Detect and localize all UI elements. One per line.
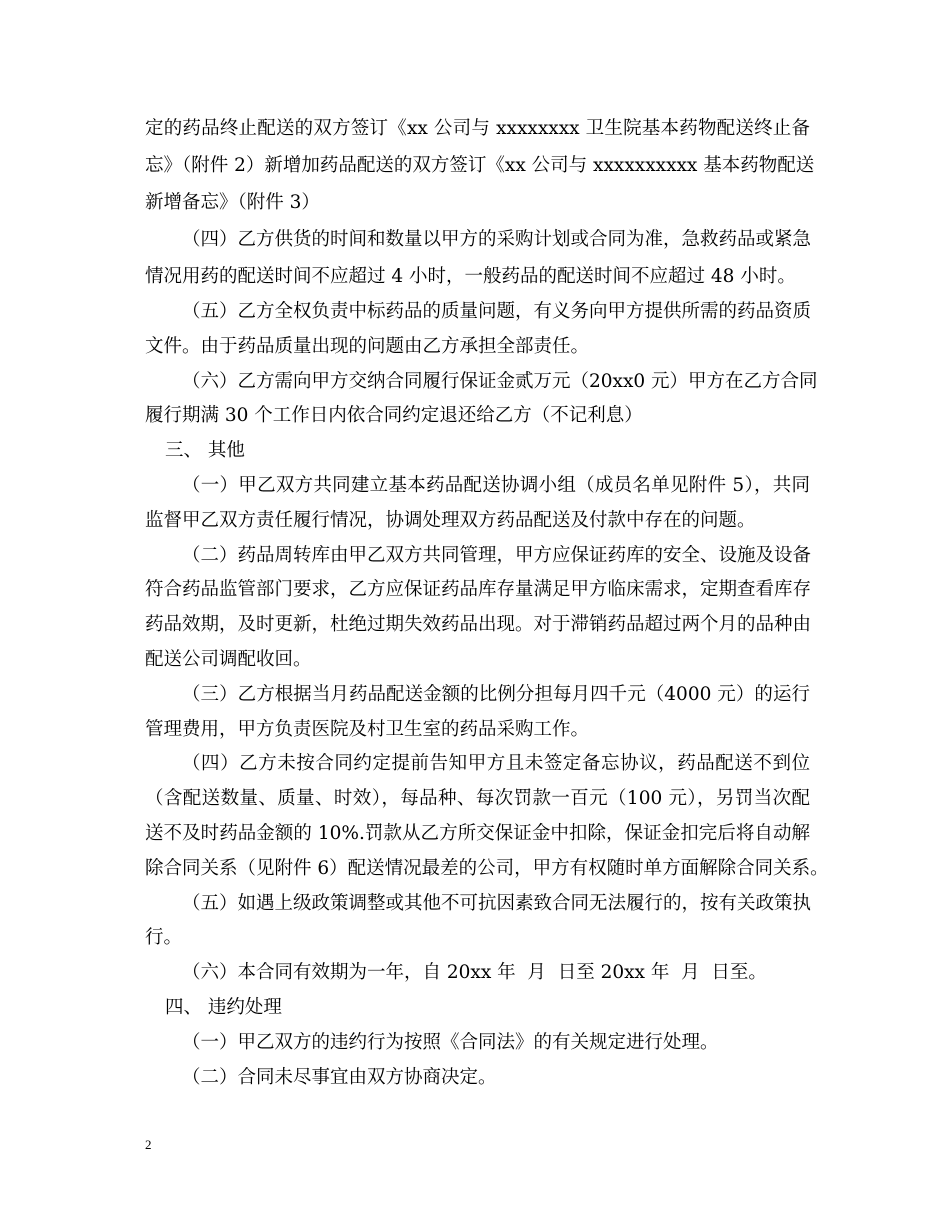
paragraph-item	[145, 365, 818, 435]
paragraph-item	[145, 678, 810, 748]
document-body	[145, 110, 829, 1095]
text-line: 管理费用，甲方负责医院及村卫生室的药品采购工作。	[145, 718, 590, 740]
text-line: 情况用药的配送时间不应超过 4 小时，一般药品的配送时间不应超过 48 小时。	[145, 266, 796, 287]
text-line: （二）药品周转库由甲乙双方共同管理，甲方应保证药库的安全、设施及设备	[182, 544, 812, 566]
section-heading: 四、 违约处理	[165, 996, 282, 1018]
paragraph-item	[145, 956, 810, 991]
text-line: 行。	[145, 927, 183, 949]
text-line: 新增备忘》（附件 3）	[145, 192, 320, 213]
text-line: （四）乙方供货的时间和数量以甲方的采购计划或合同为准，急救药品或紧急	[182, 229, 812, 250]
paragraph-continued	[145, 110, 815, 221]
text-line: （四）乙方未按合同约定提前告知甲方且未签定备忘协议，药品配送不到位	[182, 753, 810, 775]
paragraph-item	[145, 747, 829, 886]
text-line: 药品效期，及时更新，杜绝过期失效药品出现。对于滞销药品超过两个月的品种由	[145, 614, 812, 636]
text-line: 定的药品终止配送的双方签订《xx 公司与 xxxxxxxx 卫生院基本药物配送终止备	[145, 118, 810, 139]
paragraph-item	[145, 221, 810, 295]
text-line: （五）乙方全权负责中标药品的质量问题，有义务向甲方提供所需的药品资质	[182, 301, 812, 322]
text-line: （六）本合同有效期为一年，自 20xx 年 月 日至 20xx 年 月 日至。	[182, 962, 767, 984]
paragraph-item	[145, 887, 810, 957]
paragraph-item	[145, 1026, 810, 1061]
text-line: 配送公司调配收回。	[145, 648, 312, 670]
paragraph-item	[145, 295, 810, 365]
text-line: 除合同关系（见附件 6）配送情况最差的公司，甲方有权随时单方面解除合同关系。	[145, 857, 829, 879]
text-line: 履行期满 30 个工作日内依合同约定退还给乙方（不记利息）	[145, 405, 643, 427]
text-line: （五）如遇上级政策调整或其他不可抗因素致合同无法履行的，按有关政策执	[182, 892, 812, 914]
text-line: 符合药品监管部门要求，乙方应保证药品库存量满足甲方临床需求，定期查看库存	[145, 579, 812, 601]
paragraph-item	[145, 539, 810, 678]
paragraph-item	[145, 1061, 810, 1096]
text-line: 监督甲乙双方责任履行情况，协调处理双方药品配送及付款中存在的问题。	[145, 509, 756, 531]
text-line: （一）甲乙双方的违约行为按照《合同法》的有关规定进行处理。	[182, 1031, 719, 1053]
text-line: 忘》（附件 2）新增加药品配送的双方签订《xx 公司与 xxxxxxxxxx 基本药物配送	[145, 155, 815, 176]
section-heading: 三、 其他	[165, 440, 245, 462]
text-line: （二）合同未尽事宜由双方协商决定。	[182, 1066, 497, 1088]
text-line: （三）乙方根据当月药品配送金额的比例分担每月四千元（4000 元）的运行	[182, 683, 810, 705]
text-line: （含配送数量、质量、时效），每品种、每次罚款一百元（100 元），另罚当次配	[145, 788, 810, 810]
paragraph-item	[145, 469, 810, 539]
text-line: 文件。由于药品质量出现的问题由乙方承担全部责任。	[145, 335, 590, 357]
text-line: 送不及时药品金额的 10%.罚款从乙方所交保证金中扣除，保证金扣完后将自动解	[145, 822, 810, 844]
page-number: 2	[145, 1137, 152, 1152]
text-line: （一）甲乙双方共同建立基本药品配送协调小组（成员名单见附件 5），共同	[182, 474, 810, 496]
text-line: （六）乙方需向甲方交纳合同履行保证金贰万元（20xx0 元）甲方在乙方合同	[182, 370, 818, 392]
